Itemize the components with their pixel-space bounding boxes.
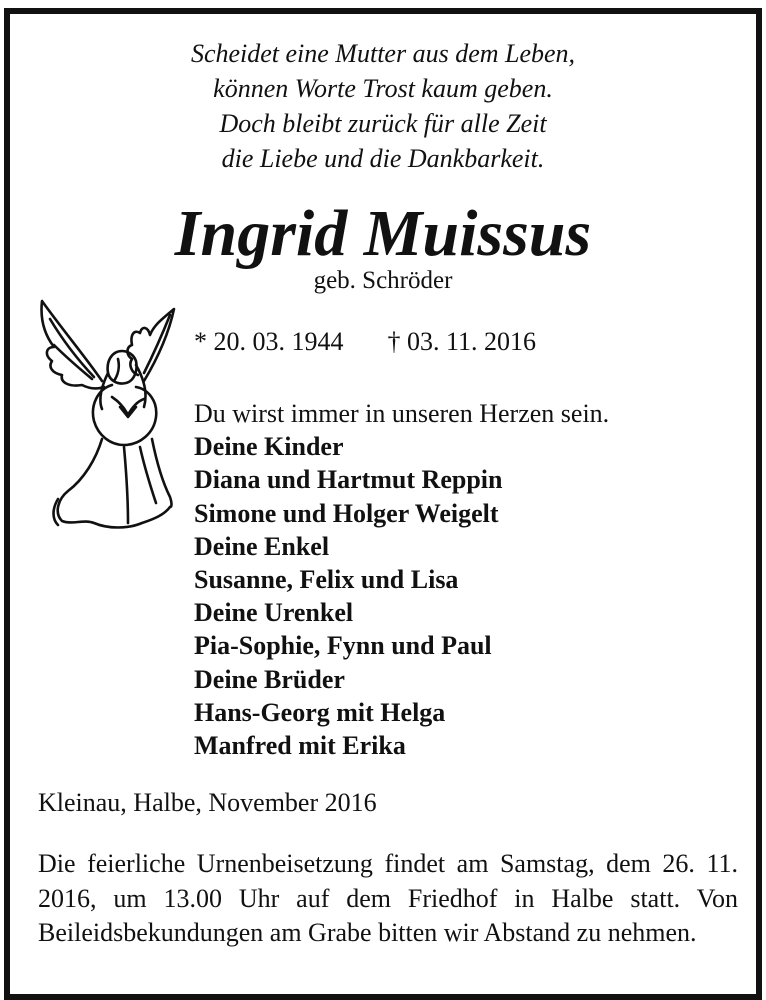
birth-date: * 20. 03. 1944 [194, 327, 344, 356]
mourners-list [194, 397, 609, 762]
mourner-line: Susanne, Felix und Lisa [194, 565, 459, 595]
poem-line: können Worte Trost kaum geben. [213, 74, 553, 103]
mourner-line: Manfred mit Erika [194, 731, 406, 761]
death-date: † 03. 11. 2016 [387, 327, 537, 356]
mourner-line: Deine Kinder [194, 432, 344, 462]
poem-line: die Liebe und die Dankbarkeit. [221, 144, 545, 173]
mourner-line: Simone und Holger Weigelt [194, 498, 499, 528]
mourner-line: Diana und Hartmut Reppin [194, 465, 503, 495]
poem-line: Doch bleibt zurück für alle Zeit [219, 109, 547, 138]
memorial-poem [10, 36, 756, 176]
funeral-notice: Die feierliche Urnenbeisetzung findet am Samstag, dem 26. 11. 2016, um 13.00 Uhr auf dem Friedhof in Halbe statt. Von Beileidsbekundungen am Grabe bitten wir Abstand zu nehmen. [38, 849, 738, 947]
angel-icon [32, 289, 182, 539]
mourner-line: Hans-Georg mit Helga [194, 697, 446, 727]
life-dates [194, 326, 536, 358]
mourner-line: Deine Brüder [194, 664, 345, 694]
poem-line: Scheidet eine Mutter aus dem Leben, [190, 39, 576, 68]
mourner-line: Deine Enkel [194, 531, 330, 561]
farewell-line: Du wirst immer in unseren Herzen sein. [194, 399, 610, 428]
deceased-name: Ingrid Muissus [174, 197, 592, 270]
place-date: Kleinau, Halbe, November 2016 [38, 788, 377, 817]
birth-name: geb. Schröder [313, 267, 453, 294]
obituary-frame [4, 8, 762, 1000]
mourner-line: Pia-Sophie, Fynn und Paul [194, 631, 492, 661]
mourner-line: Deine Urenkel [194, 598, 354, 628]
